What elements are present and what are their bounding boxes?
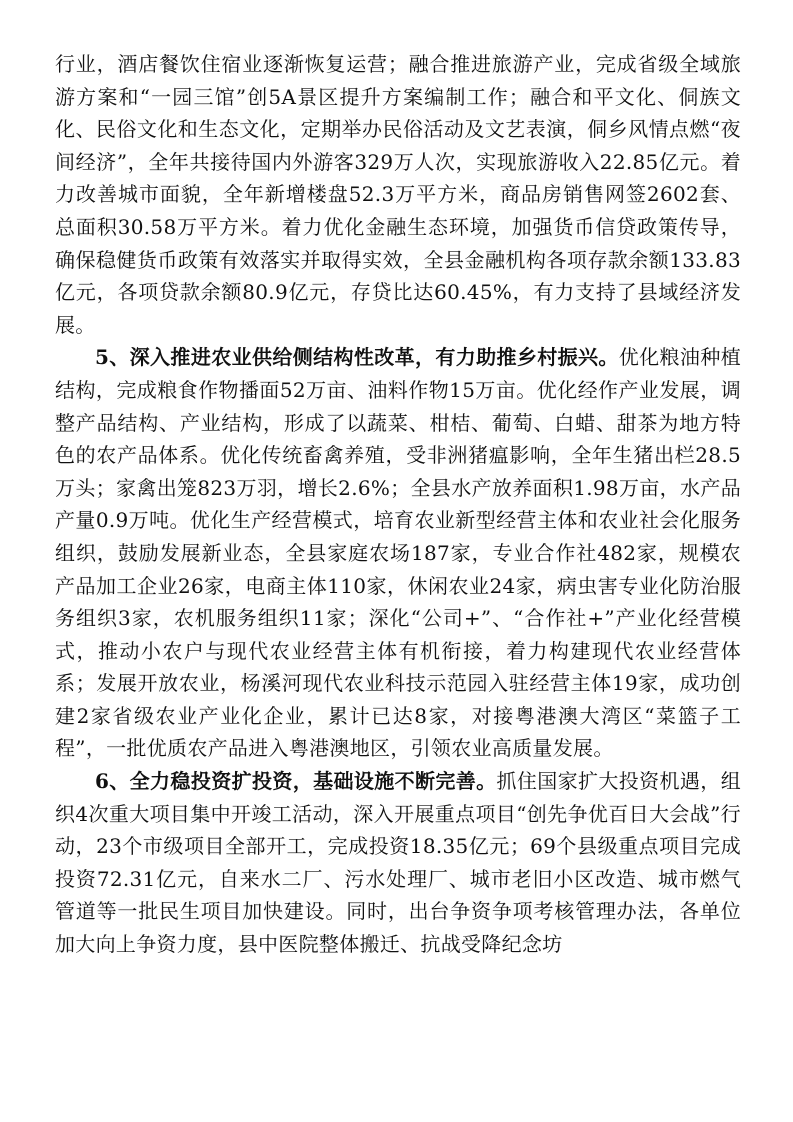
paragraph-2-heading: 5、深入推进农业供给侧结构性改革，有力助推乡村振兴。 (95, 345, 619, 370)
paragraph-1-text: 行业，酒店餐饮住宿业逐渐恢复运营；融合推进旅游产业，完成省级全域旅游方案和“一园三馆”创5A景区提升方案编制工作；融合和平文化、侗族文化、民俗文化和生态文化，定期举办民俗活动及文艺表演，侗乡风情点燃“夜间经济”，全年共接待国内外游客329万人次，实现旅游收入22.85亿元。着力改善城市面貌，全年新增楼盘52.3万平方米，商品房销售网签2602套、总面积30.58万平方米。着力优化金融生态环境，加强货币信贷政策传导，确保稳健货币政策有效落实并取得实效，全县金融机构各项存款余额133.83亿元，各项贷款余额80.9亿元，存贷比达60.45%，有力支持了县域经济发展。 (55, 52, 741, 337)
paragraph-2-text: 优化粮油种植结构，完成粮食作物播面52万亩、油料作物15万亩。优化经作产业发展，调整产品结构、产业结构，形成了以蔬菜、柑桔、葡萄、白蜡、甜茶为地方特色的农产品体系。优化传统畜禽养殖，受非洲猪瘟影响，全年生猪出栏28.5万头；家禽出笼823万羽，增长2.6%；全县水产放养面积1.98万亩，水产品产量0.9万吨。优化生产经营模式，培育农业新型经营主体和农业社会化服务组织，鼓励发展新业态，全县家庭农场187家，专业合作社482家，规模农产品加工企业26家，电商主体110家，休闲农业24家，病虫害专业化防治服务组织3家，农机服务组织11家；深化“公司+”、“合作社+”产业化经营模式，推动小农户与现代农业经营主体有机衔接，着力构建现代农业经营体系；发展开放农业，杨溪河现代农业科技示范园入驻经营主体19家，成功创建2家省级农业产业化企业，累计已达8家，对接粤港澳大湾区“菜篮子工程”，一批优质农产品进入粤港澳地区，引领农业高质量发展。 (55, 345, 741, 761)
document-page (55, 48, 741, 961)
paragraph-3-heading: 6、全力稳投资扩投资，基础设施不断完善。 (95, 769, 497, 794)
paragraph-3-text: 抓住国家扩大投资机遇，组织4次重大项目集中开竣工活动，深入开展重点项目“创先争优百日大会战”行动，23个市级项目全部开工，完成投资18.35亿元；69个县级重点项目完成投资72.31亿元，自来水二厂、污水处理厂、城市老旧小区改造、城市燃气管道等一批民生项目加快建设。同时，出台争资争项考核管理办法，各单位加大向上争资力度，县中医院整体搬迁、抗战受降纪念坊 (55, 769, 741, 957)
paragraph-1 (55, 48, 741, 341)
paragraph-3 (55, 765, 741, 961)
paragraph-2 (55, 341, 741, 765)
